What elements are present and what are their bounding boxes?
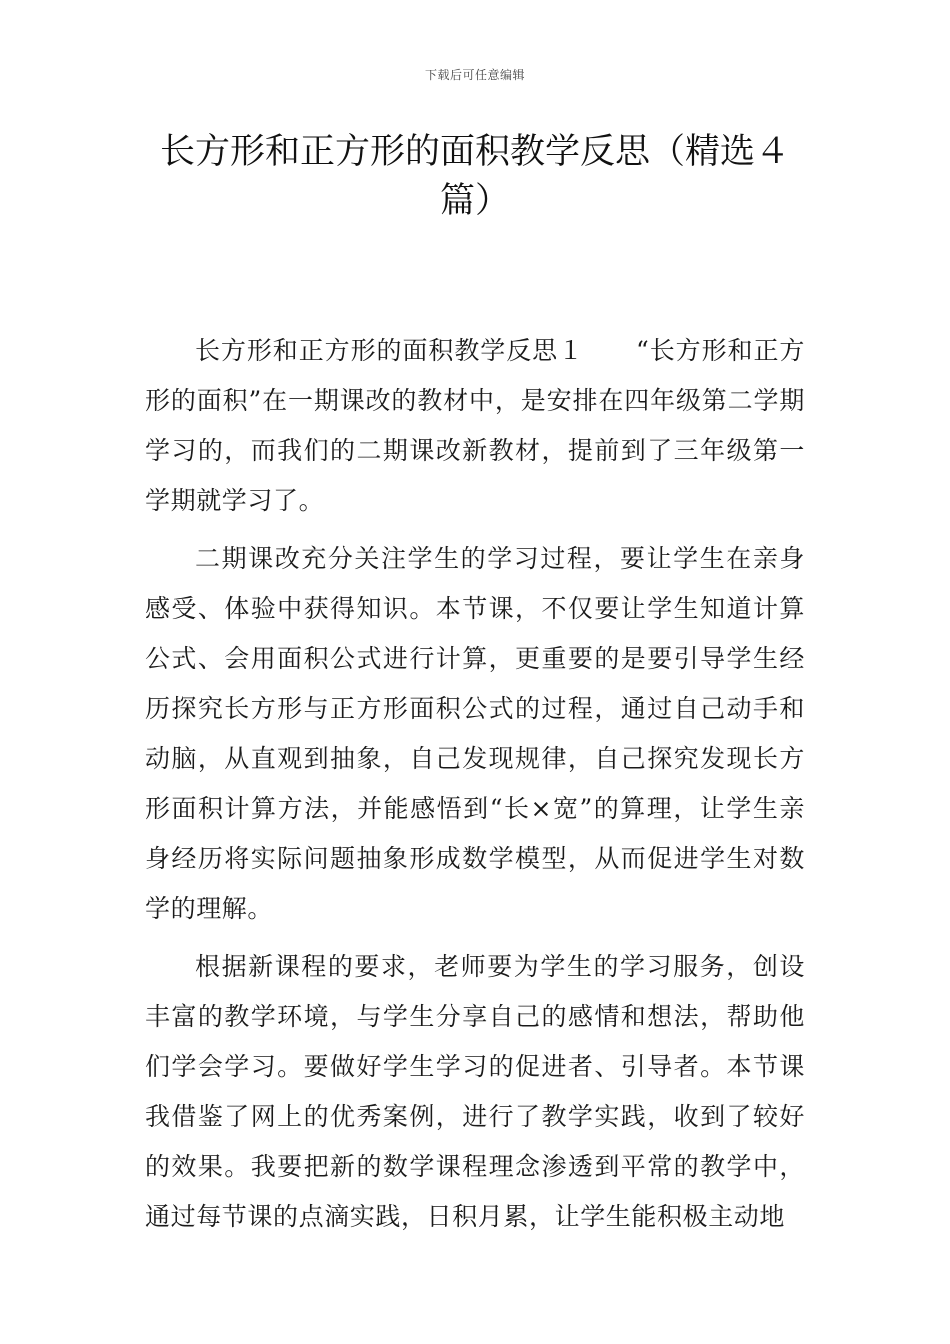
- paragraph-2: 二期课改充分关注学生的学习过程，要让学生在亲身感受、体验中获得知识。本节课，不仅要让学生知道计算公式、会用面积公式进行计算，更重要的是要引导学生经历探究长方形与正方形面积公式的过程，通过自己动手和动脑，从直观到抽象，自己发现规律，自己探究发现长方形面积计算方法，并能感悟到“长×宽”的算理，让学生亲身经历将实际问题抽象形成数学模型，从而促进学生对数学的理解。: [145, 544, 805, 923]
- paragraph-3: 根据新课程的要求，老师要为学生的学习服务，创设丰富的教学环境，与学生分享自己的感情和想法，帮助他们学会学习。要做好学生学习的促进者、引导者。本节课我借鉴了网上的优秀案例，进行了教学实践，收到了较好的效果。我要把新的数学课程理念渗透到平常的教学中，通过每节课的点滴实践，日积月累，让学生能积极主动地: [145, 952, 805, 1231]
- header-note: 下载后可任意编辑: [424, 68, 525, 82]
- document-body: [145, 326, 805, 1242]
- paragraph-1: [145, 326, 805, 526]
- section-heading: 长方形和正方形的面积教学反思１: [195, 336, 585, 365]
- document-title: 长方形和正方形的面积教学反思（精选４篇）: [159, 132, 790, 221]
- paragraph-1-text: “长方形和正方形的面积”在一期课改的教材中，是安排在四年级第二学期学习的，而我们的二期课改新教材，提前到了三年级第一学期就学习了。: [145, 336, 805, 515]
